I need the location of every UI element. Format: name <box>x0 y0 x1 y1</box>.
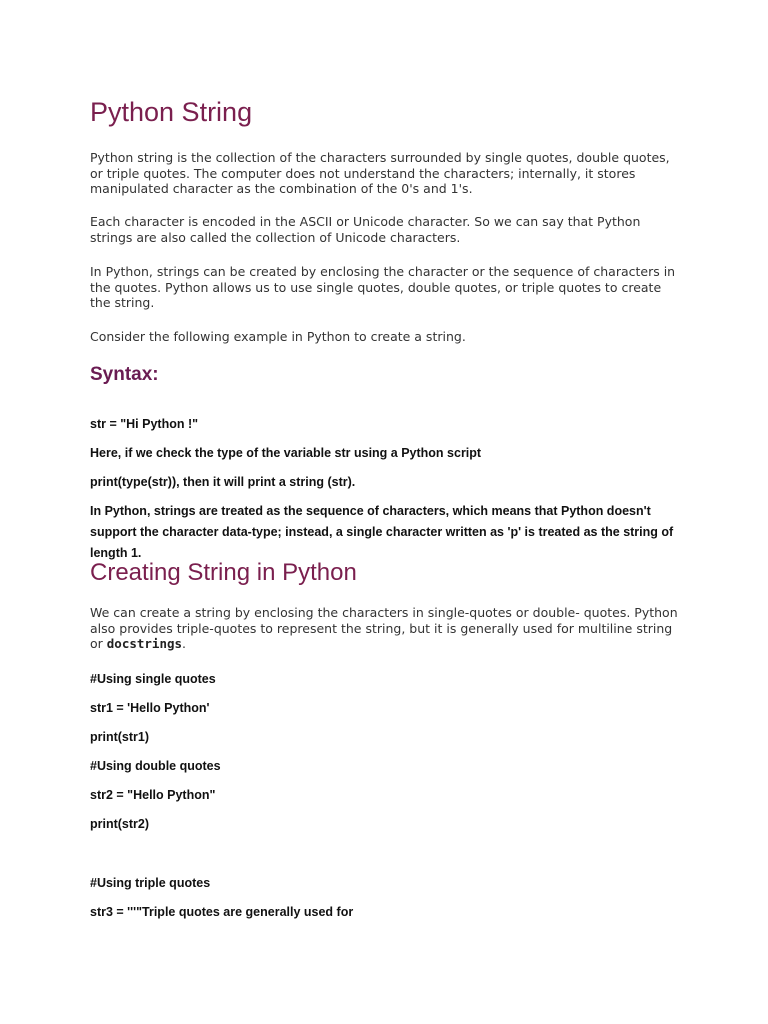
creating-string-paragraph <box>90 605 680 652</box>
code-line-5: str2 = "Hello Python" <box>90 788 216 802</box>
syntax-line-2: Here, if we check the type of the variable str using a Python script <box>90 446 482 460</box>
creating-string-end: . <box>182 636 187 651</box>
code-line-4: #Using double quotes <box>90 759 221 773</box>
code-line-3: print(str1) <box>90 730 150 744</box>
syntax-line-3: print(type(str)), then it will print a string (str). <box>90 475 356 489</box>
intro-paragraph-3: In Python, strings can be created by enclosing the character or the sequence of characters in the quotes. Python allows us to use single quotes, double quotes, or triple quotes to create the string. <box>90 264 676 310</box>
creating-string-text: We can create a string by enclosing the characters in single-quotes or double- quotes. Python also provides triple-quotes to represent the string, but it is generally used for multiline string or <box>90 605 678 651</box>
code-line-1: #Using single quotes <box>90 672 216 686</box>
docstrings-keyword: docstrings <box>106 636 183 651</box>
intro-paragraph-4: Consider the following example in Python to create a string. <box>90 329 466 344</box>
syntax-line-4: In Python, strings are treated as the sequence of characters, which means that Python doesn't support the character data-type; instead, a single character written as 'p' is treated as the string of length 1. <box>90 504 674 560</box>
code-line-8: str3 = '''"Triple quotes are generally used for <box>90 905 354 919</box>
syntax-heading: Syntax: <box>90 364 159 385</box>
creating-string-heading: Creating String in Python <box>90 559 357 586</box>
intro-paragraph-1: Python string is the collection of the characters surrounded by single quotes, double quotes, or triple quotes. The computer does not understand the characters; internally, it stores manipulated character as the combination of the 0's and 1's. <box>90 150 670 196</box>
code-line-7: #Using triple quotes <box>90 876 211 890</box>
code-line-2: str1 = 'Hello Python' <box>90 701 210 715</box>
page-title: Python String <box>90 97 253 127</box>
code-line-6: print(str2) <box>90 817 150 831</box>
intro-paragraph-2: Each character is encoded in the ASCII or Unicode character. So we can say that Python strings are also called the collection of Unicode characters. <box>90 214 641 245</box>
syntax-line-1: str = "Hi Python !" <box>90 417 199 431</box>
